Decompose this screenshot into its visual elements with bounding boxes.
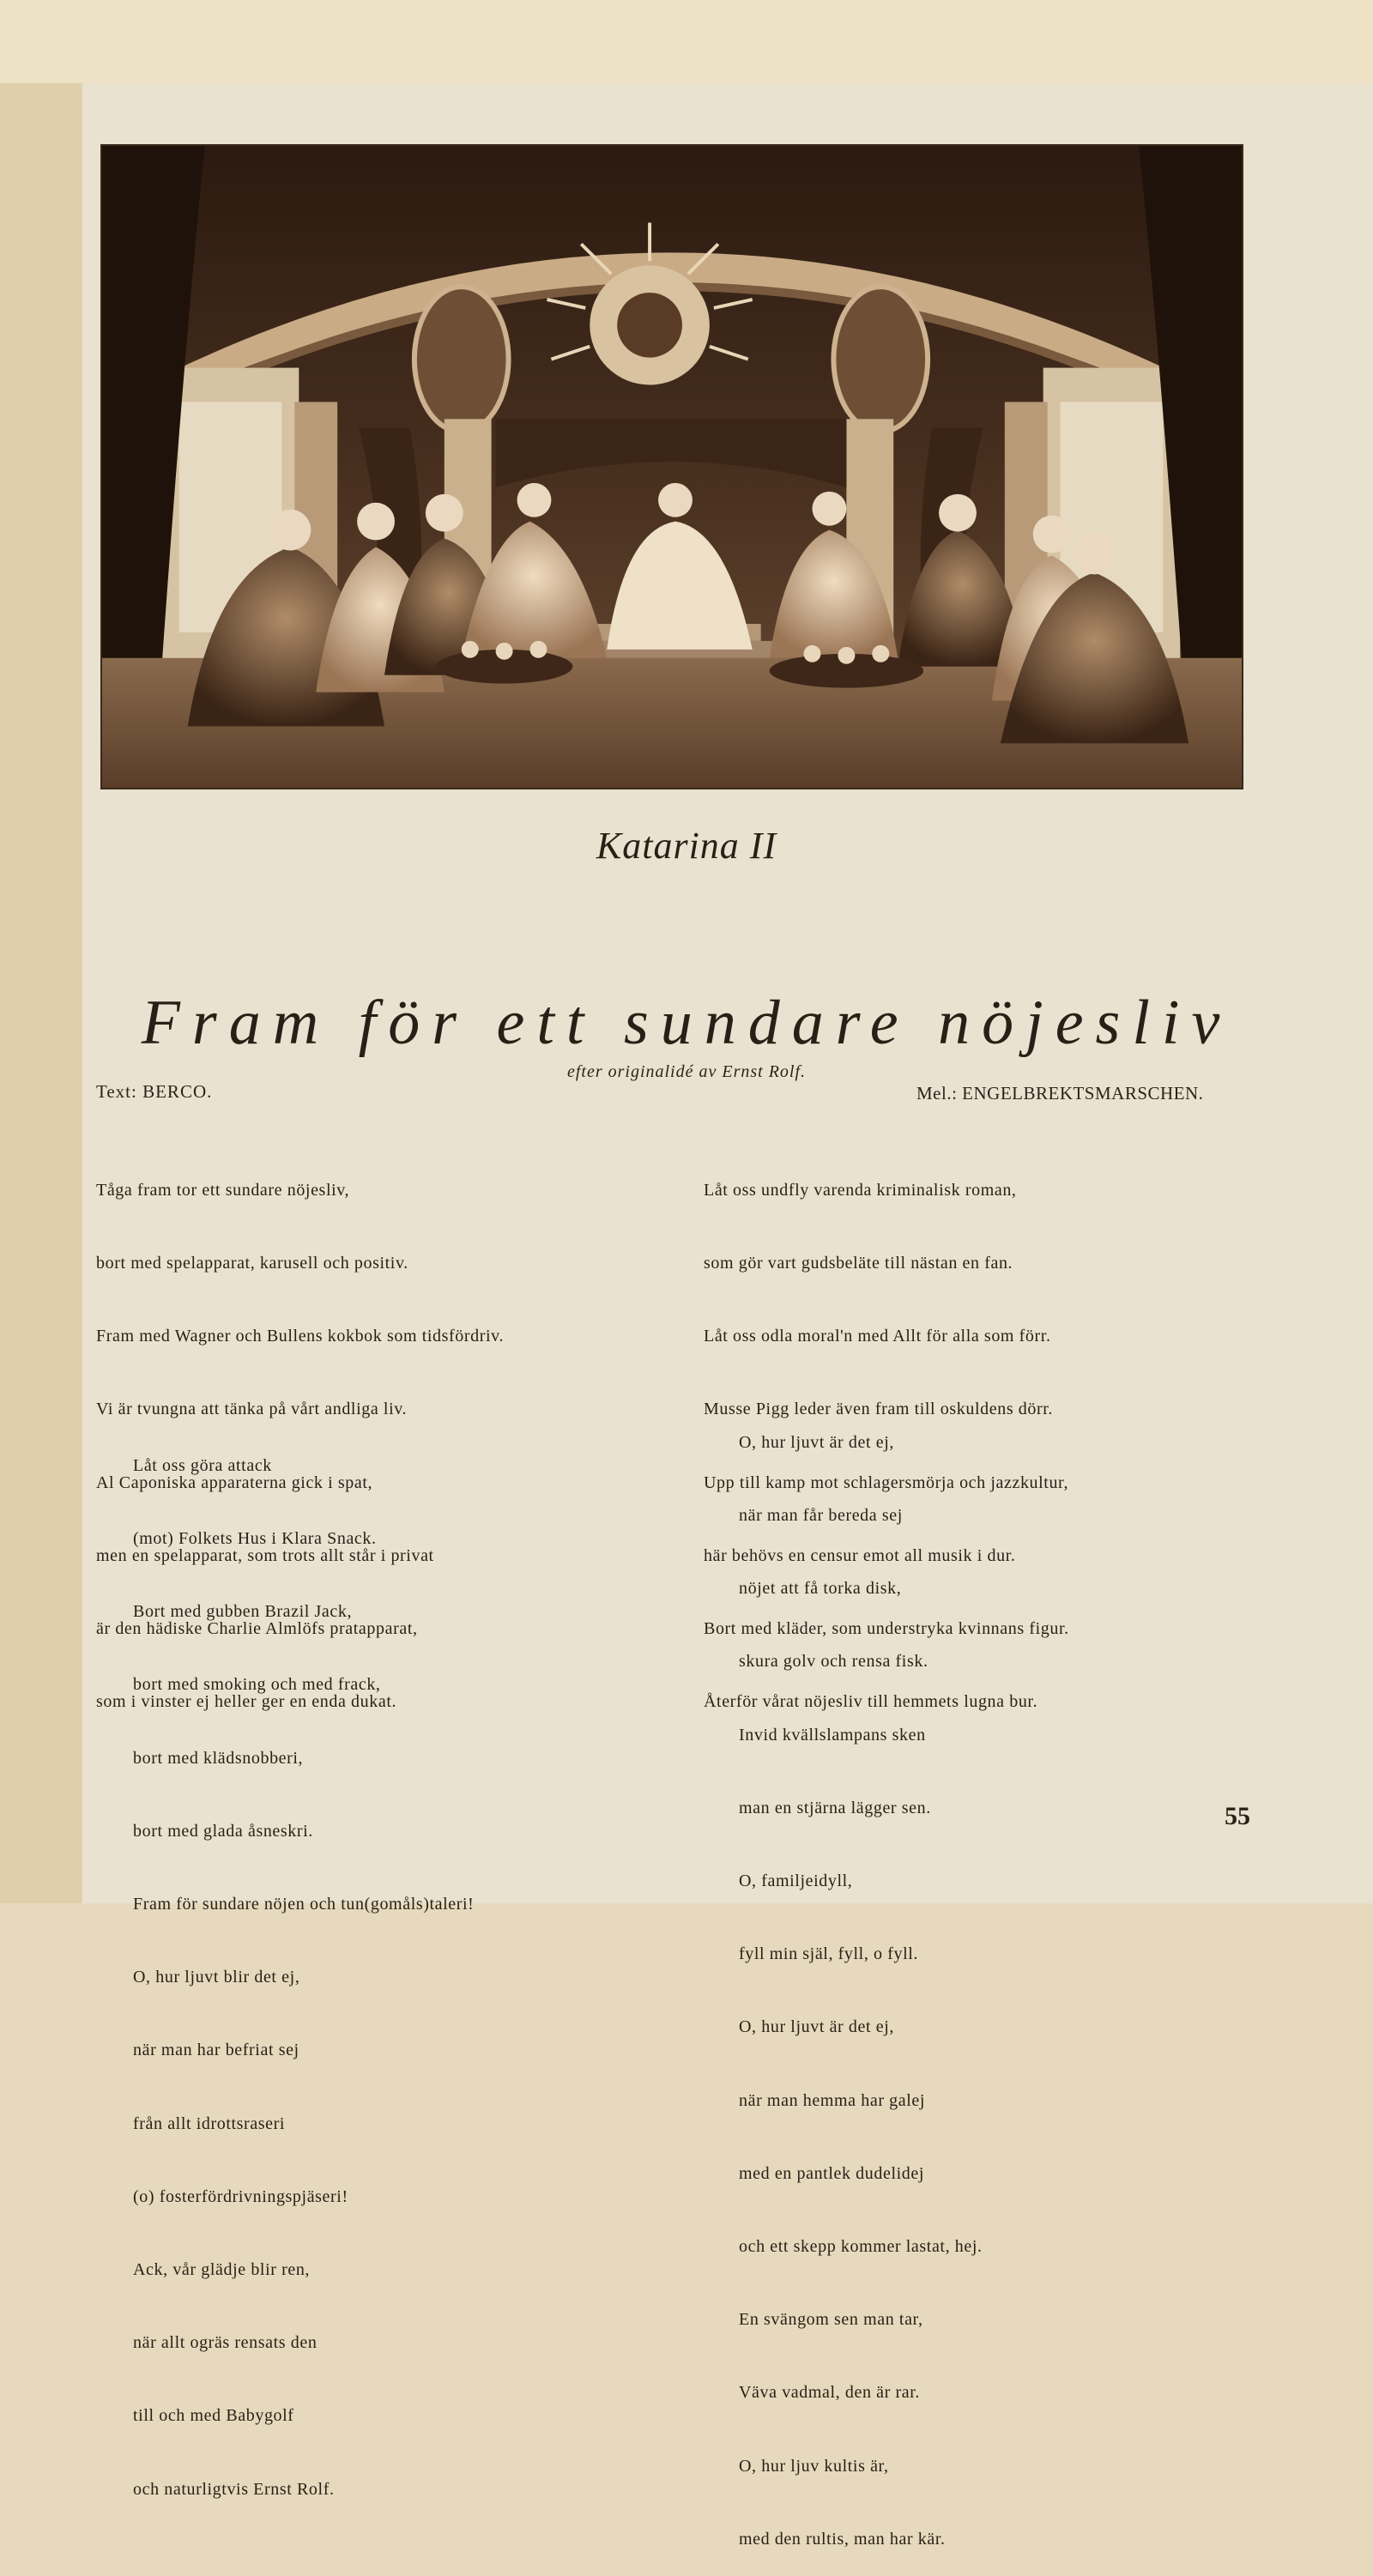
verse-line: när man hemma har galej	[739, 2090, 926, 2110]
verse-line: O, familjeidyll,	[739, 1872, 853, 1891]
verse-line: som gör vart gudsbeläte till nästan en fan.	[704, 1254, 1013, 1273]
verse-line: från allt idrottsraseri	[133, 2113, 286, 2133]
verse-line: Fram med Wagner och Bullens kokbok som tidsfördriv.	[96, 1327, 505, 1346]
verse-line: skura golv och rensa fisk.	[739, 1652, 928, 1672]
stage-photo-illustration	[102, 146, 1242, 788]
verse-line: Väva vadmal, den är rar.	[739, 2383, 920, 2403]
verse-line: Tåga fram tor ett sundare nöjesliv,	[96, 1180, 350, 1200]
verse-line: fyll min själ, fyll, o fyll.	[739, 1944, 919, 1964]
verse-line: Låt oss göra attack	[133, 1455, 272, 1475]
verse-line: bort med klädsnobberi,	[133, 1748, 304, 1768]
stage-photograph	[100, 144, 1243, 789]
verse-line: Al Caponiska apparaterna gick i spat,	[96, 1472, 373, 1492]
photo-caption: Katarina II	[596, 825, 777, 867]
melody-credit: Mel.: ENGELBREKTSMARSCHEN.	[916, 1083, 1204, 1104]
verse-line: (mot) Folkets Hus i Klara Snack.	[133, 1529, 377, 1549]
verse-line: (o) fosterfördrivningspjäseri!	[133, 2186, 348, 2206]
verse-line: bort med glada åsneskri.	[133, 1821, 313, 1841]
song-title: Fram för ett sundare nöjesliv	[141, 988, 1232, 1058]
verse-line: när man har befriat sej	[133, 2041, 299, 2060]
verse-line: är den hädiske Charlie Almlöfs pratapparat,	[96, 1619, 418, 1639]
verse-line: man en stjärna lägger sen.	[739, 1798, 931, 1817]
verse-line: när allt ogräs rensats den	[133, 2333, 318, 2353]
verse-line: Låt oss odla moral'n med Allt för alla som förr.	[704, 1327, 1051, 1346]
verse-line: bort med smoking och med frack,	[133, 1675, 381, 1695]
verse-line: Låt oss undfly varenda kriminalisk roman,	[704, 1180, 1017, 1200]
verse-line: Upp till kamp mot schlagersmörja och jazzkultur,	[704, 1472, 1069, 1492]
verse-line: med en pantlek dudelidej	[739, 2163, 925, 2183]
verse-line: Bort med kläder, som understryka kvinnans figur.	[704, 1619, 1069, 1639]
verse-line: som i vinster ej heller ger en enda dukat.	[96, 1692, 397, 1712]
verse-line: O, hur ljuv kultis är,	[739, 2456, 889, 2476]
verse-4	[739, 1382, 983, 2576]
verse-line: till och med Babygolf	[133, 2406, 294, 2426]
verse-line: O, hur ljuvt är det ej,	[739, 1432, 894, 1452]
verse-line: bort med spelapparat, karusell och positiv.	[96, 1254, 408, 1273]
verse-line: Musse Pigg leder även fram till oskuldens dörr.	[704, 1400, 1054, 1419]
verse-line: O, hur ljuvt är det ej,	[739, 2017, 894, 2037]
verse-line: Fram för sundare nöjen och tun(gomåls)taleri!	[133, 1895, 475, 1914]
verse-line: nöjet att få torka disk,	[739, 1579, 902, 1599]
scan-top-margin	[0, 0, 1373, 83]
page-number: 55	[1225, 1802, 1250, 1830]
verse-line: när man får bereda sej	[739, 1506, 903, 1526]
verse-line: O, hur ljuvt blir det ej,	[133, 1968, 300, 1987]
verse-line: Ack, vår glädje blir ren,	[133, 2260, 311, 2280]
verse-line: Vi är tvungna att tänka på vårt andliga liv.	[96, 1400, 408, 1419]
verse-line: här behövs en censur emot all musik i dur.	[704, 1545, 1016, 1565]
text-credit: Text: BERCO.	[96, 1081, 213, 1102]
verse-line: med den rultis, man har kär.	[739, 2529, 946, 2549]
song-subtitle: efter originalidé av Ernst Rolf.	[566, 1062, 807, 1081]
verse-line: Bort med gubben Brazil Jack,	[133, 1602, 353, 1622]
verse-line: Invid kvällslampans sken	[739, 1725, 926, 1745]
verse-line: och naturligtvis Ernst Rolf.	[133, 2479, 335, 2499]
verse-line: men en spelapparat, som trots allt står i privat	[96, 1545, 434, 1565]
verse-line: En svängom sen man tar,	[739, 2310, 923, 2330]
verse-3	[133, 1405, 474, 2525]
verse-line: och ett skepp kommer lastat, hej.	[739, 2237, 983, 2257]
verse-line: Återför vårat nöjesliv till hemmets lugna bur.	[704, 1692, 1038, 1712]
